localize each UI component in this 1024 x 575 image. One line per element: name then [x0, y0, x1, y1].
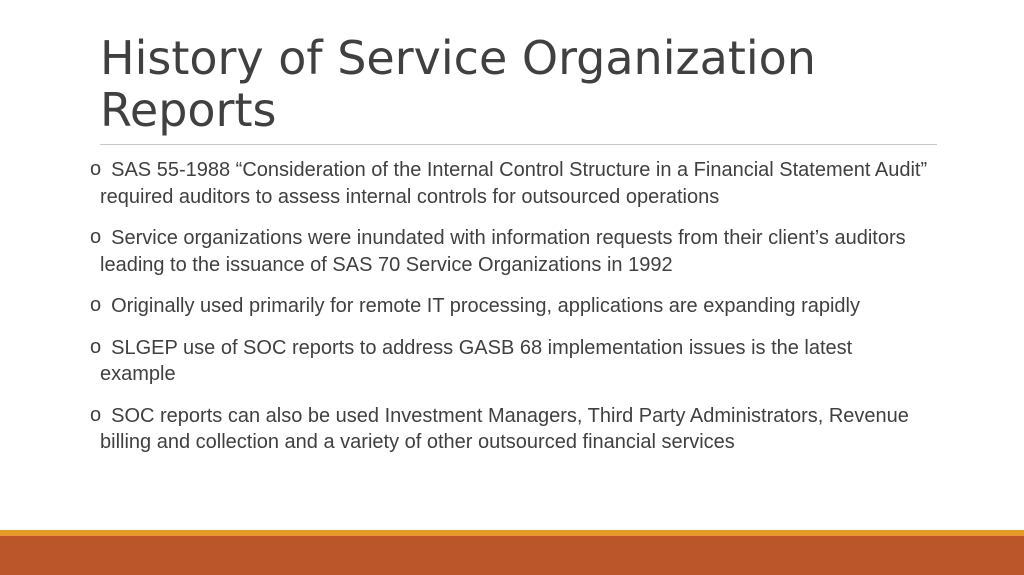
bullet-list: [90, 157, 930, 471]
bullet-item: [90, 157, 930, 210]
bullet-circle-icon: o: [90, 226, 102, 248]
bullet-circle-icon: o: [90, 294, 102, 316]
bullet-text: SOC reports can also be used Investment Managers, Third Party Administrators, Revenue billing and collection and a variety of other outsourced financial services: [100, 404, 909, 453]
bullet-circle-icon: o: [90, 335, 102, 358]
bullet-item: [90, 225, 930, 278]
bullet-circle-icon: o: [90, 158, 102, 180]
title-divider: [100, 144, 937, 145]
bullet-item: [90, 403, 930, 456]
bullet-text: Service organizations were inundated with information requests from their client’s auditors leading to the issuance of SAS 70 Service Organizations in 1992: [100, 227, 906, 276]
bullet-text: SAS 55-1988 “Consideration of the Internal Control Structure in a Financial Statement Audit” required auditors to assess internal controls for outsourced operations: [100, 159, 928, 208]
bullet-text: Originally used primarily for remote IT processing, applications are expanding rapidly: [111, 295, 861, 317]
footer-band: [0, 536, 1024, 575]
bullet-item: [90, 335, 930, 388]
bullet-item: [90, 293, 930, 320]
bullet-text: SLGEP use of SOC reports to address GASB 68 implementation issues is the latest example: [100, 336, 853, 385]
slide-title: History of Service Organization Reports: [100, 31, 816, 137]
bullet-circle-icon: o: [90, 403, 102, 426]
